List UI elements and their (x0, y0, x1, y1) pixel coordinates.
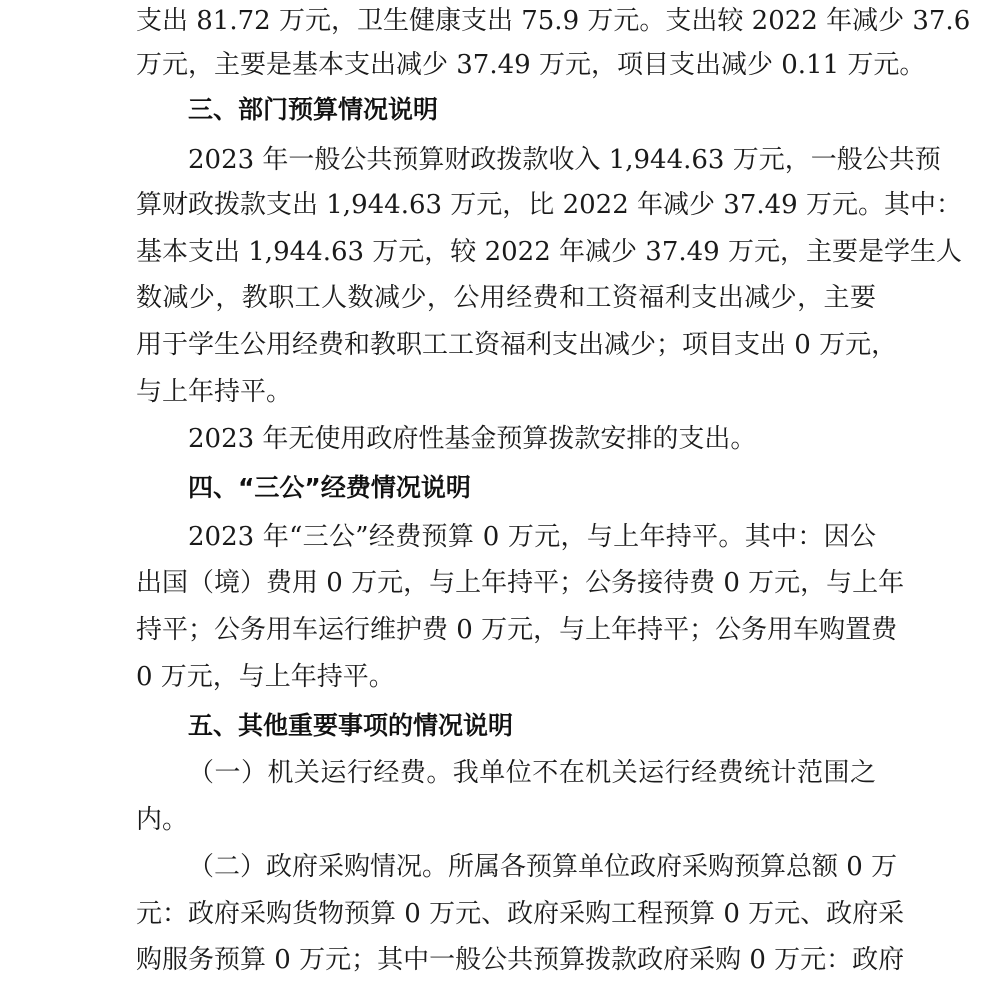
body-text-line: 0 万元，与上年持平。 (136, 662, 395, 692)
body-text-line: 基本支出 1,944.63 万元，较 2022 年减少 37.49 万元，主要是学生人 (136, 237, 962, 267)
body-text-line: 2023 年一般公共预算财政拨款收入 1,944.63 万元，一般公共预 (188, 145, 941, 175)
body-text-line: 购服务预算 0 万元；其中一般公共预算拨款政府采购 0 万元：政府 (136, 945, 905, 975)
document-page (136, 0, 971, 979)
section-heading-4: 四、“三公”经费情况说明 (188, 473, 471, 502)
body-text-line: 万元，主要是基本支出减少 37.49 万元，项目支出减少 0.11 万元。 (136, 50, 926, 80)
body-text-line: （一）机关运行经费。我单位不在机关运行经费统计范围之 (188, 758, 876, 788)
body-text-line: 支出 81.72 万元，卫生健康支出 75.9 万元。支出较 2022 年减少 37.6 (136, 6, 971, 36)
body-text-line: 持平；公务用车运行维护费 0 万元，与上年持平；公务用车购置费 (136, 615, 898, 645)
body-text-line: （二）政府采购情况。所属各预算单位政府采购预算总额 0 万 (188, 852, 898, 882)
body-text-line: 出国（境）费用 0 万元，与上年持平；公务接待费 0 万元，与上年 (136, 568, 905, 598)
body-text-line: 元：政府采购货物预算 0 万元、政府采购工程预算 0 万元、政府采 (136, 899, 905, 929)
body-text-line: 数减少，教职工人数减少，公用经费和工资福利支出减少，主要 (136, 283, 876, 313)
body-text-line: 用于学生公用经费和教职工工资福利支出减少；项目支出 0 万元， (136, 330, 898, 360)
section-heading-3: 三、部门预算情况说明 (188, 95, 439, 124)
section-heading-5: 五、其他重要事项的情况说明 (188, 711, 514, 740)
body-text-line: 与上年持平。 (136, 377, 293, 407)
body-text-line: 2023 年“三公”经费预算 0 万元，与上年持平。其中：因公 (188, 522, 876, 552)
body-text-line: 算财政拨款支出 1,944.63 万元，比 2022 年减少 37.49 万元。其中： (136, 190, 962, 220)
body-text-line: 2023 年无使用政府性基金预算拨款安排的支出。 (188, 424, 757, 454)
body-text-line: 内。 (136, 805, 189, 835)
